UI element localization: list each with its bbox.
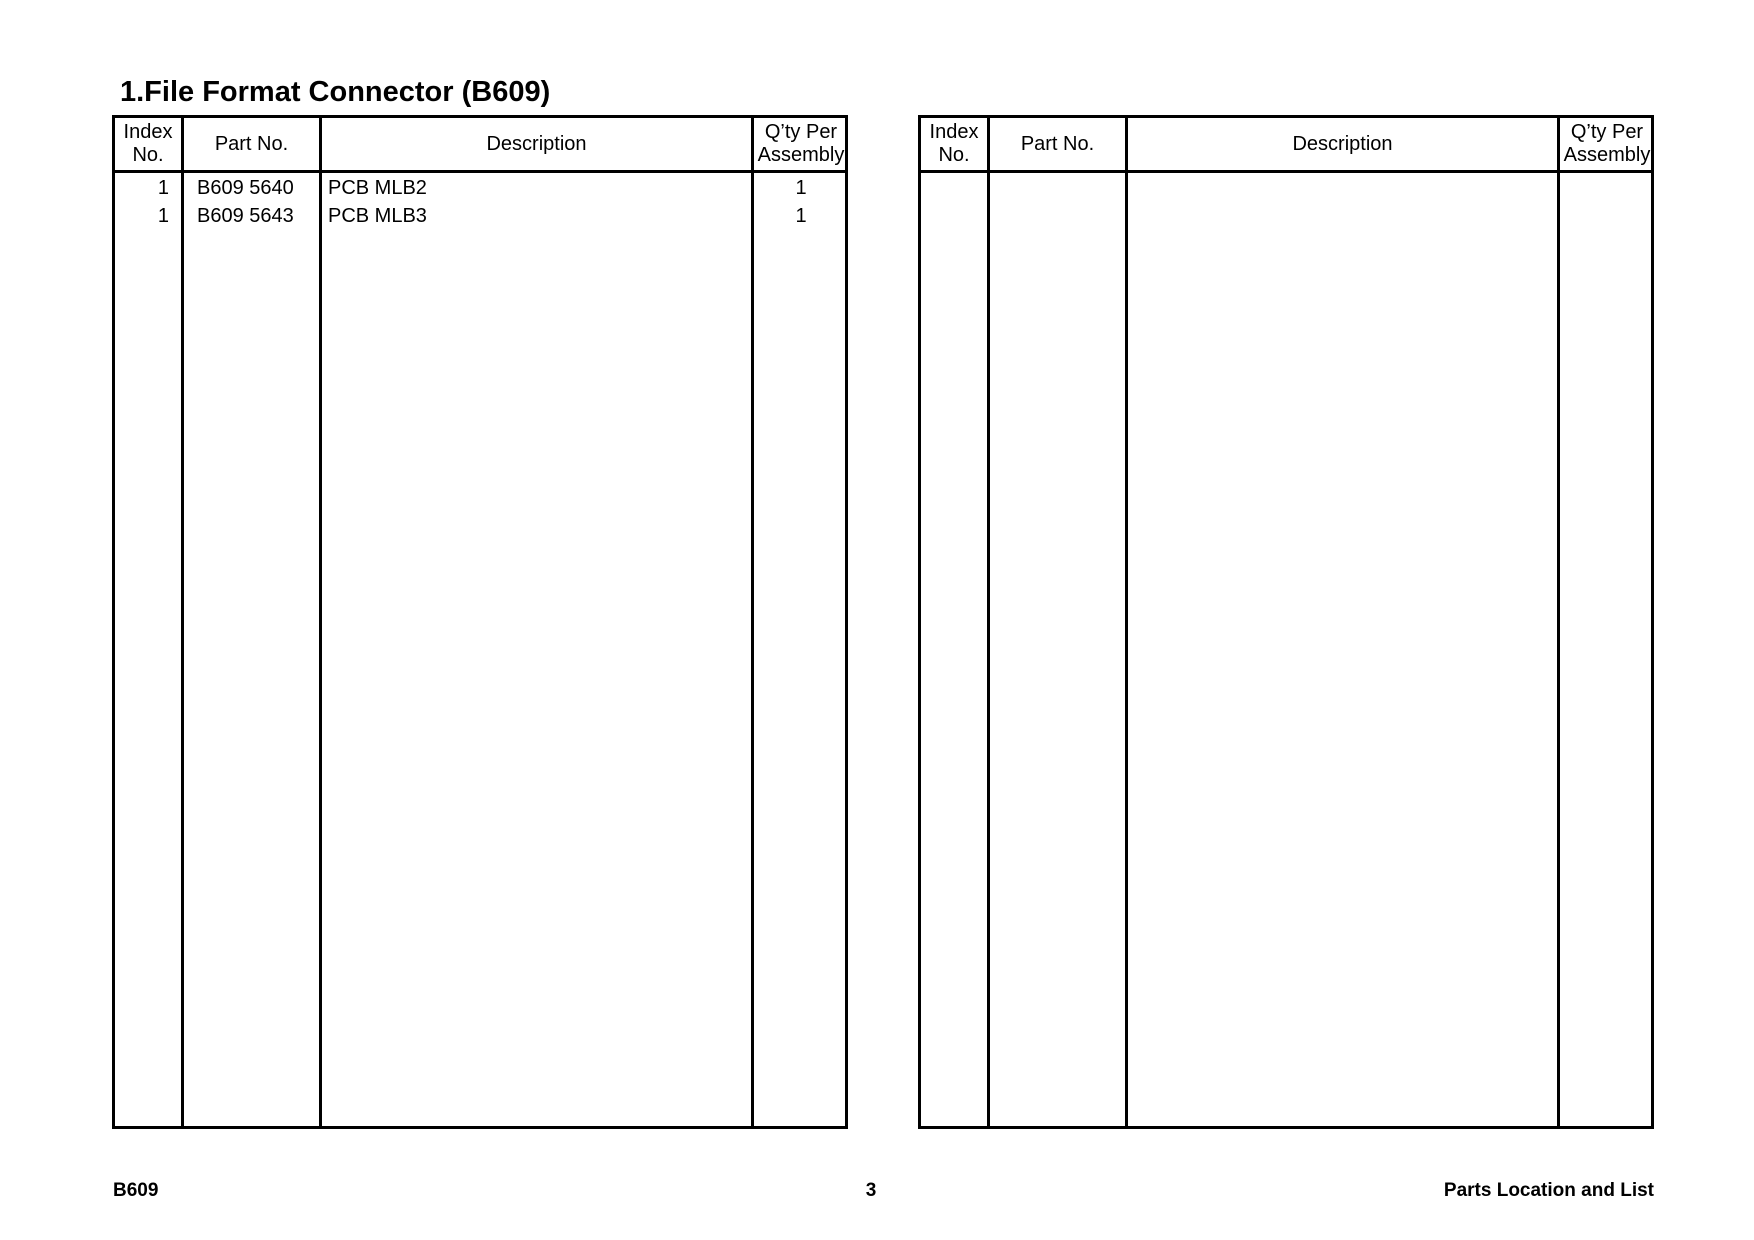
table-rows [115, 174, 845, 230]
header-part-no: Part No. [214, 132, 289, 155]
row-qty: 1 [795, 205, 807, 227]
column-divider [181, 118, 184, 1126]
page-title: 1.File Format Connector (B609) [120, 76, 551, 108]
table-row [115, 202, 845, 230]
column-divider [1557, 118, 1560, 1126]
header-index-line1: Index [929, 121, 979, 143]
header-qty [1560, 118, 1654, 170]
header-index [921, 118, 987, 170]
header-divider [921, 170, 1651, 173]
header-qty [754, 118, 848, 170]
footer-section: Parts Location and List [1443, 1180, 1654, 1201]
row-description: PCB MLB3 [328, 205, 427, 227]
row-part-no: B609 5640 [197, 177, 294, 199]
header-divider [115, 170, 845, 173]
footer-page-number: 3 [865, 1180, 877, 1201]
header-part-no: Part No. [1020, 132, 1095, 155]
row-description: PCB MLB2 [328, 177, 427, 199]
column-divider [751, 118, 754, 1126]
column-divider [319, 118, 322, 1126]
column-divider [987, 118, 990, 1126]
header-description: Description [486, 132, 587, 155]
row-part-no: B609 5643 [197, 205, 294, 227]
row-index: 1 [157, 177, 169, 199]
footer-model: B609 [113, 1180, 159, 1201]
header-qty-line1: Q’ty Per [764, 121, 838, 143]
header-index-line1: Index [123, 121, 173, 143]
row-qty: 1 [795, 177, 807, 199]
header-qty-line1: Q’ty Per [1570, 121, 1644, 143]
table-row [115, 174, 845, 202]
column-divider [1125, 118, 1128, 1126]
parts-table-right [918, 115, 1654, 1129]
row-index: 1 [157, 205, 169, 227]
header-description: Description [1292, 132, 1393, 155]
header-index-line2: No. [132, 144, 164, 166]
parts-table-left [112, 115, 848, 1129]
header-qty-line2: Assembly [757, 144, 845, 166]
header-index-line2: No. [938, 144, 970, 166]
header-index [115, 118, 181, 170]
header-qty-line2: Assembly [1563, 144, 1651, 166]
